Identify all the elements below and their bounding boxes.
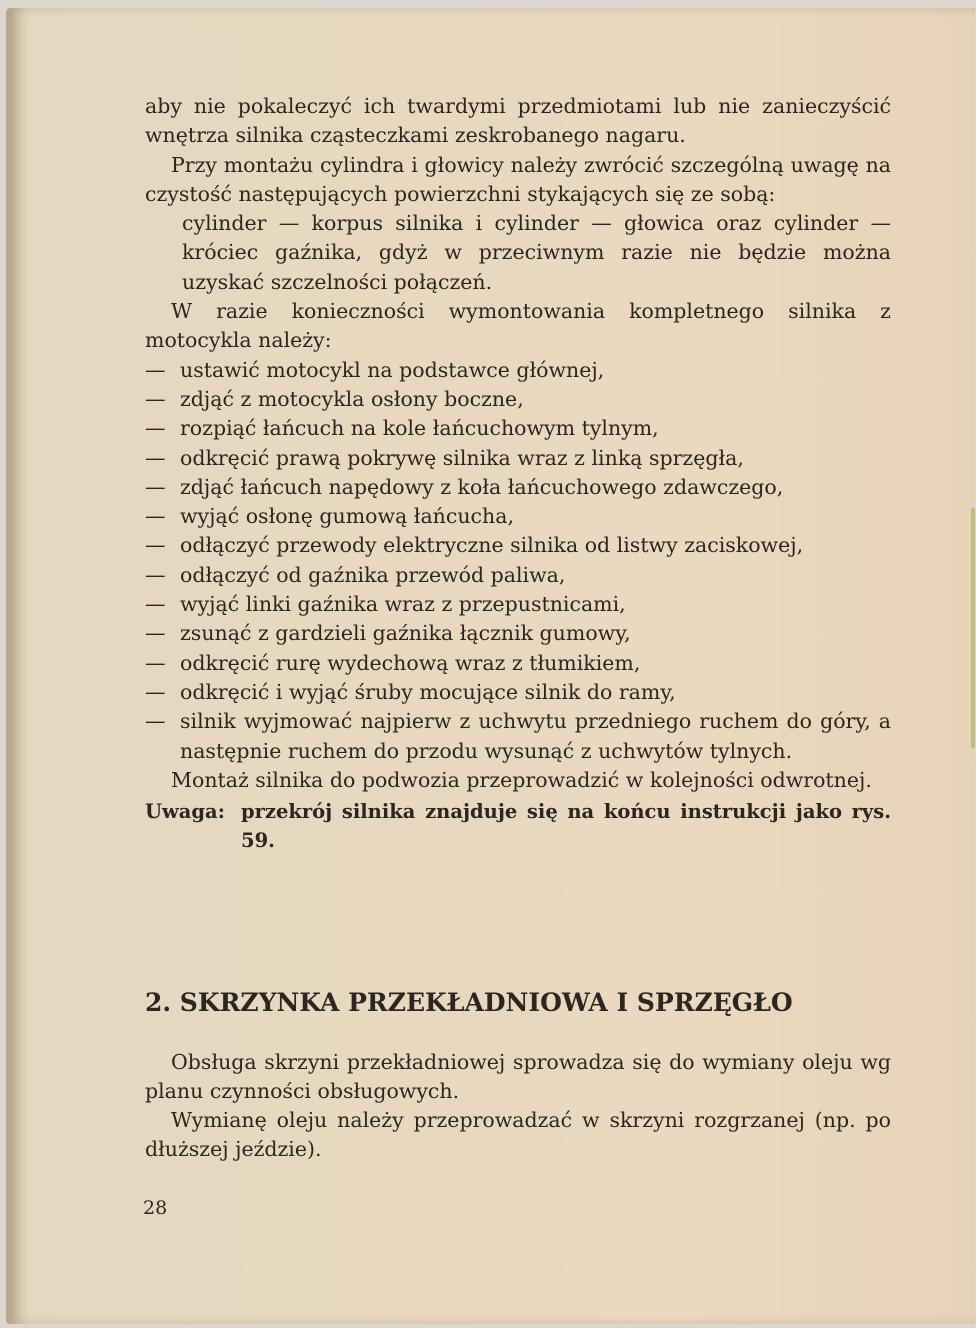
- dash-mark: —: [145, 592, 166, 617]
- montaz-paragraph: Przy montażu cylindra i głowicy należy zwrócić szczególną uwagę na czystość następujących powierzchni stykających się ze sobą:: [145, 152, 891, 206]
- list-item: [145, 678, 891, 707]
- removal-intro-paragraph: W razie konieczności wymontowania kompletnego silnika z motocykla należy:: [145, 299, 891, 353]
- dash-mark: —: [145, 474, 166, 499]
- list-item-text: ustawić motocykl na podstawce głównej,: [180, 357, 605, 382]
- list-item-text: rozpiąć łańcuch na kole łańcuchowym tylnym,: [180, 416, 659, 441]
- list-item: [145, 385, 891, 414]
- section-text: [145, 1048, 891, 1164]
- list-item-text: zdjąć z motocykla osłony boczne,: [180, 386, 524, 411]
- list-item: [145, 414, 891, 443]
- page-edge: [971, 508, 975, 748]
- dash-mark: —: [145, 533, 166, 558]
- dash-mark: —: [145, 650, 166, 675]
- surfaces-paragraph: cylinder — korpus silnika i cylinder — głowica oraz cylinder — króciec gaźnika, gdyż w przeciwnym razie nie będzie można uzyskać szczelności połączeń.: [182, 211, 891, 294]
- dash-mark: —: [145, 357, 166, 382]
- list-item: [145, 649, 891, 678]
- page-number: 28: [143, 1197, 168, 1219]
- note-text: przekrój silnika znajduje się na końcu instrukcji jako rys. 59.: [241, 800, 891, 853]
- list-item-text: odłączyć przewody elektryczne silnika od listwy zaciskowej,: [180, 533, 804, 558]
- list-item: [145, 561, 891, 590]
- list-item-text: silnik wyjmować najpierw z uchwytu przedniego ruchem do góry, a następnie ruchem do przodu wysunąć z uchwytów tylnych.: [180, 709, 891, 763]
- list-item-text: odłączyć od gaźnika przewód paliwa,: [180, 562, 566, 587]
- note-label: Uwaga:: [145, 800, 225, 824]
- dash-mark: —: [145, 679, 166, 704]
- section-heading: 2. SKRZYNKA PRZEKŁADNIOWA I SPRZĘGŁO: [145, 988, 793, 1017]
- list-item: [145, 502, 891, 531]
- dash-mark: —: [145, 445, 166, 470]
- steps-list: [145, 356, 891, 766]
- list-item-text: odkręcić rurę wydechową wraz z tłumikiem,: [180, 650, 641, 675]
- list-item: [145, 707, 891, 766]
- list-item: [145, 590, 891, 619]
- dash-mark: —: [145, 709, 166, 734]
- note: [145, 797, 891, 856]
- list-item: [145, 619, 891, 648]
- list-item-text: odkręcić i wyjąć śruby mocujące silnik do ramy,: [180, 679, 676, 704]
- reassembly-paragraph: Montaż silnika do podwozia przeprowadzić w kolejności odwrotnej.: [171, 767, 872, 792]
- intro-paragraph: aby nie pokaleczyć ich twardymi przedmiotami lub nie zanieczyścić wnętrza silnika cząsteczkami zeskrobanego nagaru.: [145, 94, 891, 148]
- section-paragraph-1: Obsługa skrzyni przekładniowej sprowadza się do wymiany oleju wg planu czynności obsługowych.: [145, 1050, 891, 1103]
- dash-mark: —: [145, 621, 166, 646]
- list-item: [145, 473, 891, 502]
- list-item-text: wyjąć osłonę gumową łańcucha,: [180, 504, 514, 529]
- dash-mark: —: [145, 386, 166, 411]
- list-item-text: zsunąć z gardzieli gaźnika łącznik gumowy,: [180, 621, 631, 646]
- dash-mark: —: [145, 416, 166, 441]
- section-paragraph-2: Wymianę oleju należy przeprowadzać w skrzyni rozgrzanej (np. po dłuższej jeździe).: [145, 1108, 891, 1161]
- list-item: [145, 531, 891, 560]
- list-item: [145, 444, 891, 473]
- main-text: [145, 92, 891, 856]
- dash-mark: —: [145, 562, 166, 587]
- list-item-text: wyjąć linki gaźnika wraz z przepustnicami,: [180, 592, 626, 617]
- list-item-text: zdjąć łańcuch napędowy z koła łańcuchowego zdawczego,: [180, 474, 784, 499]
- dash-mark: —: [145, 504, 166, 529]
- list-item-text: odkręcić prawą pokrywę silnika wraz z linką sprzęgła,: [180, 445, 744, 470]
- list-item: [145, 356, 891, 385]
